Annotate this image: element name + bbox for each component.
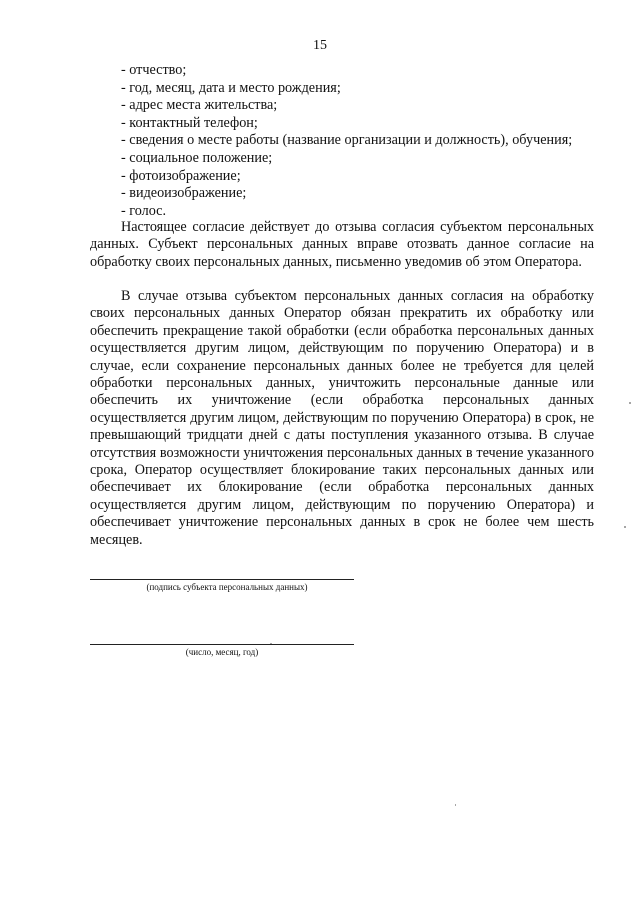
- date-line: [90, 644, 354, 645]
- consent-validity-paragraph: Настоящее согласие действует до отзыва согласия субъектом персональных данных. Субъект персональных данных вправе отозвать данное согласие на обработку своих персональных данных, письменно уведомив об этом Оператора.: [90, 219, 594, 270]
- list-item: - отчество;: [121, 62, 187, 78]
- scan-speck: [624, 526, 626, 528]
- list-item: - контактный телефон;: [121, 114, 258, 131]
- list-item: - год, месяц, дата и место рождения;: [121, 79, 341, 96]
- scan-speck: [455, 804, 456, 806]
- scan-speck: [270, 643, 272, 644]
- list-item: - сведения о месте работы (название организации и должность), обучения;: [121, 132, 573, 149]
- list-item: - адрес места жительства;: [121, 97, 278, 114]
- subject-signature-block: [90, 579, 354, 593]
- personal-data-list: [121, 62, 572, 220]
- list-item: - видеоизображение;: [121, 185, 247, 202]
- subject-signature-caption: (подпись субъекта персональных данных): [146, 582, 308, 592]
- list-item: - социальное положение;: [121, 149, 273, 166]
- date-block: [90, 644, 354, 658]
- consent-withdrawal-paragraph: В случае отзыва субъектом персональных данных согласия на обработку своих персональных данных Оператор обязан прекратить их обработку или обеспечить прекращение такой обработки (если обработка персональных данных осуществляется другим лицом, действующим по поручению Оператора) и в случае, если сохранение персональных данных более не требуется для целей обработки персональных данных, уничтожить персональные данные или обеспечить их уничтожение (если обработка персональных данных осуществляется другим лицом, действующим по поручению Оператора) в срок, не превышающий тридцати дней с даты поступления указанного отзыва. В случае отсутствия возможности уничтожения персональных данных в течение указанного срока, Оператор осуществляет блокирование таких персональных данных или обеспечивает их блокирование (если обработка персональных данных осуществляется другим лицом, действующим по поручению Оператора) и обеспечивает уничтожение персональных данных в срок не более чем шесть месяцев.: [90, 288, 594, 548]
- subject-signature-line: [90, 579, 354, 580]
- date-caption: (число, месяц, год): [185, 647, 259, 657]
- list-item: - фотоизображение;: [121, 167, 241, 184]
- scan-speck: [629, 402, 631, 404]
- page-number: 15: [313, 38, 327, 53]
- list-item: - голос.: [121, 202, 167, 219]
